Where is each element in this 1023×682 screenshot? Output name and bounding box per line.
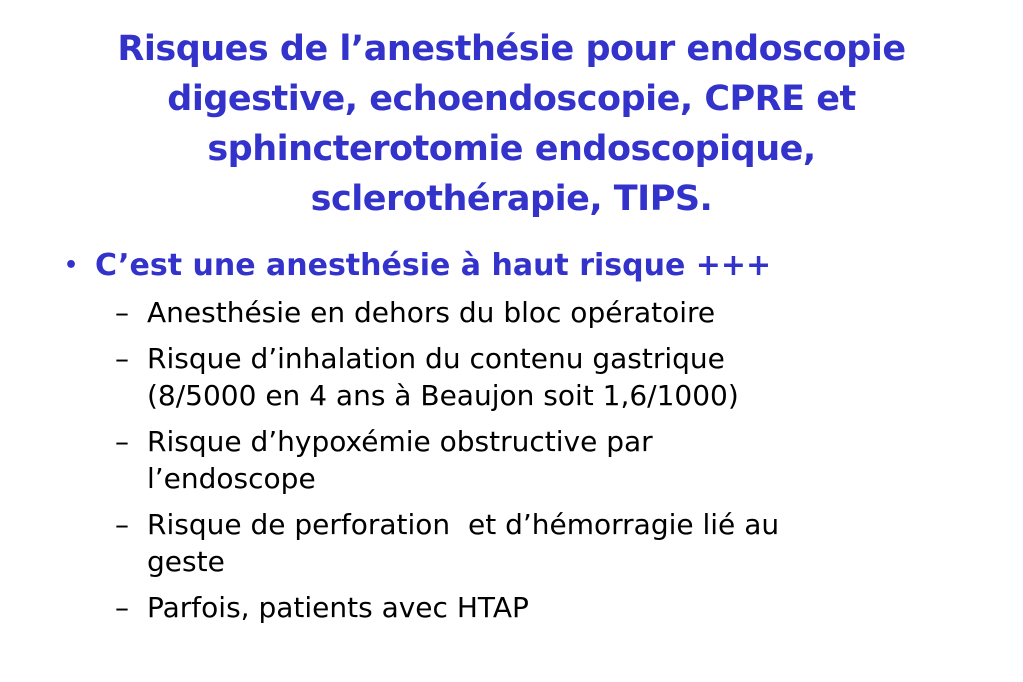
sub-bullet-line: l’endoscope <box>147 462 316 495</box>
title-line: digestive, echoendoscopie, CPRE et <box>167 79 856 119</box>
title-line: sclerothérapie, TIPS. <box>310 179 713 219</box>
sub-bullet-text <box>147 506 1023 580</box>
dash-icon: – <box>115 425 129 458</box>
title-line: Risques de l’anesthésie pour endoscopie <box>117 29 906 69</box>
sub-bullet-list <box>113 294 1023 626</box>
slide-body <box>0 246 1023 626</box>
sub-bullet-text <box>147 340 1023 414</box>
dash-icon: – <box>115 296 129 329</box>
sub-bullet-line: (8/5000 en 4 ans à Beaujon soit 1,6/1000) <box>147 379 739 412</box>
sub-bullet-line: Risque de perforation et d’hémorragie lié au <box>147 508 780 541</box>
sub-bullet-text <box>147 294 1023 331</box>
sub-bullet-item <box>113 423 1023 497</box>
sub-bullet-line: geste <box>147 545 225 578</box>
dash-icon: – <box>115 508 129 541</box>
dash-icon: – <box>115 591 129 624</box>
sub-bullet-item <box>113 589 1023 626</box>
title-line: sphincterotomie endoscopique, <box>207 129 816 169</box>
slide-title <box>0 0 1023 224</box>
bullet-dot-icon: • <box>64 253 79 278</box>
sub-bullet-line: Anesthésie en dehors du bloc opératoire <box>147 296 716 329</box>
sub-bullet-line: Risque d’inhalation du contenu gastrique <box>147 342 725 375</box>
sub-bullet-text <box>147 423 1023 497</box>
sub-bullet-text <box>147 589 1023 626</box>
sub-bullet-item <box>113 506 1023 580</box>
bullet-level1 <box>60 246 1023 286</box>
sub-bullet-item <box>113 340 1023 414</box>
sub-bullet-line: Parfois, patients avec HTAP <box>147 591 529 624</box>
sub-bullet-item <box>113 294 1023 331</box>
bullet-level1-text: C’est une anesthésie à haut risque +++ <box>95 248 772 283</box>
sub-bullet-line: Risque d’hypoxémie obstructive par <box>147 425 653 458</box>
dash-icon: – <box>115 342 129 375</box>
